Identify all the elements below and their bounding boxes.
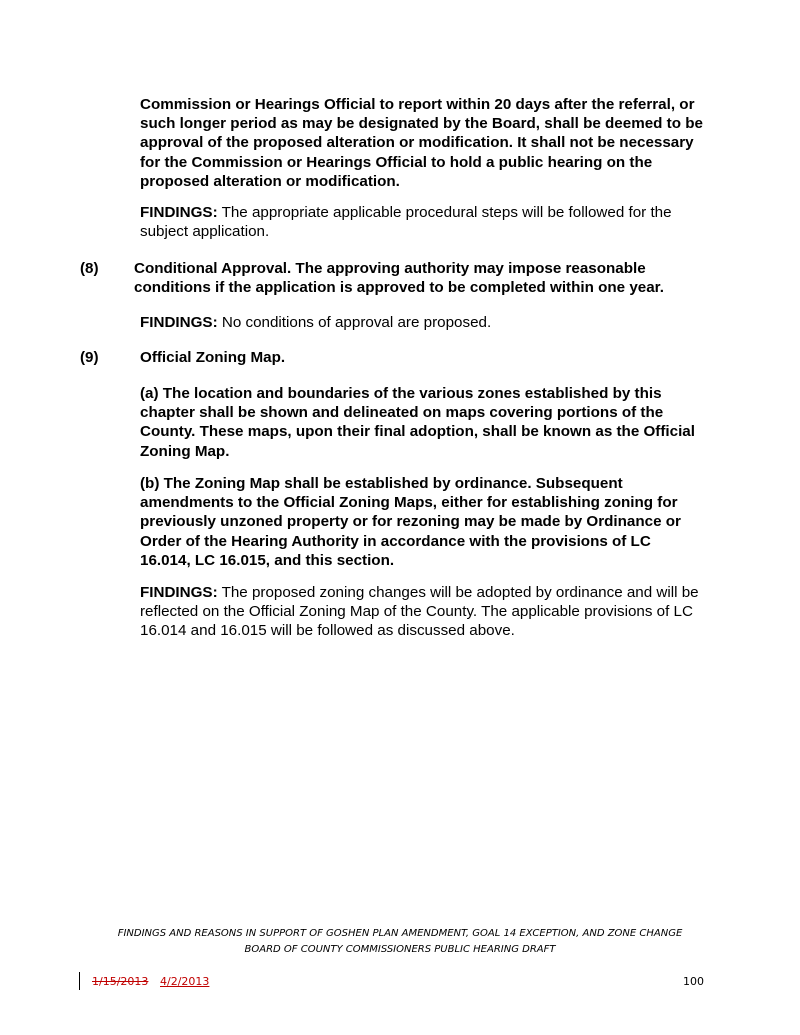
section-9b: (b) The Zoning Map shall be established by ordinance. Subsequent amendments to the Official Zoning Maps, either for establishing zoning for previously unzoned property or for rezoning may be made by Ordinance or Order of the Hearing Authority in accordance with the provisions of LC 16.014, LC 16.015, and this section. (140, 475, 681, 569)
findings-1 (140, 203, 705, 241)
intro-paragraph: Commission or Hearings Official to report within 20 days after the referral, or such longer period as may be designated by the Board, shall be deemed to be approval of the proposed alteration or modification. It shall not be necessary for the Commission or Hearings Official to hold a public hearing on the proposed alteration or modification. (140, 96, 703, 190)
section-8-number: (8) (80, 260, 99, 277)
findings-3-text: The proposed zoning changes will be adopted by ordinance and will be reflected on the Official Zoning Map of the County. The applicable provisions of LC 16.014 and 16.015 will be followed as discussed above. (140, 584, 699, 640)
footer-subtitle: BOARD OF COUNTY COMMISSIONERS PUBLIC HEARING DRAFT (244, 944, 556, 955)
page-number: 100 (683, 975, 704, 988)
findings-3-label: FINDINGS: (140, 584, 218, 601)
findings-1-text: The appropriate applicable procedural steps will be followed for the subject application. (140, 204, 672, 241)
inserted-date: 4/2/2013 (160, 975, 210, 988)
footer-title: FINDINGS AND REASONS IN SUPPORT OF GOSHEN PLAN AMENDMENT, GOAL 14 EXCEPTION, AND ZONE CHANGE (117, 928, 683, 939)
deleted-date: 1/15/2013 (92, 975, 149, 988)
revision-bar (79, 972, 80, 990)
findings-2-text: No conditions of approval are proposed. (221, 314, 492, 331)
findings-1-label: FINDINGS: (140, 204, 218, 221)
findings-2 (140, 313, 705, 332)
section-9-number: (9) (80, 349, 99, 366)
section-8-text: Conditional Approval. The approving authority may impose reasonable conditions if the application is approved to be completed within one year. (134, 260, 664, 297)
findings-3 (140, 583, 705, 641)
section-9-title: Official Zoning Map. (140, 349, 286, 366)
section-9a: (a) The location and boundaries of the various zones established by this chapter shall be shown and delineated on maps covering portions of the County. These maps, upon their final adoption, shall be known as the Official Zoning Map. (140, 385, 695, 460)
findings-2-label: FINDINGS: (140, 314, 218, 331)
